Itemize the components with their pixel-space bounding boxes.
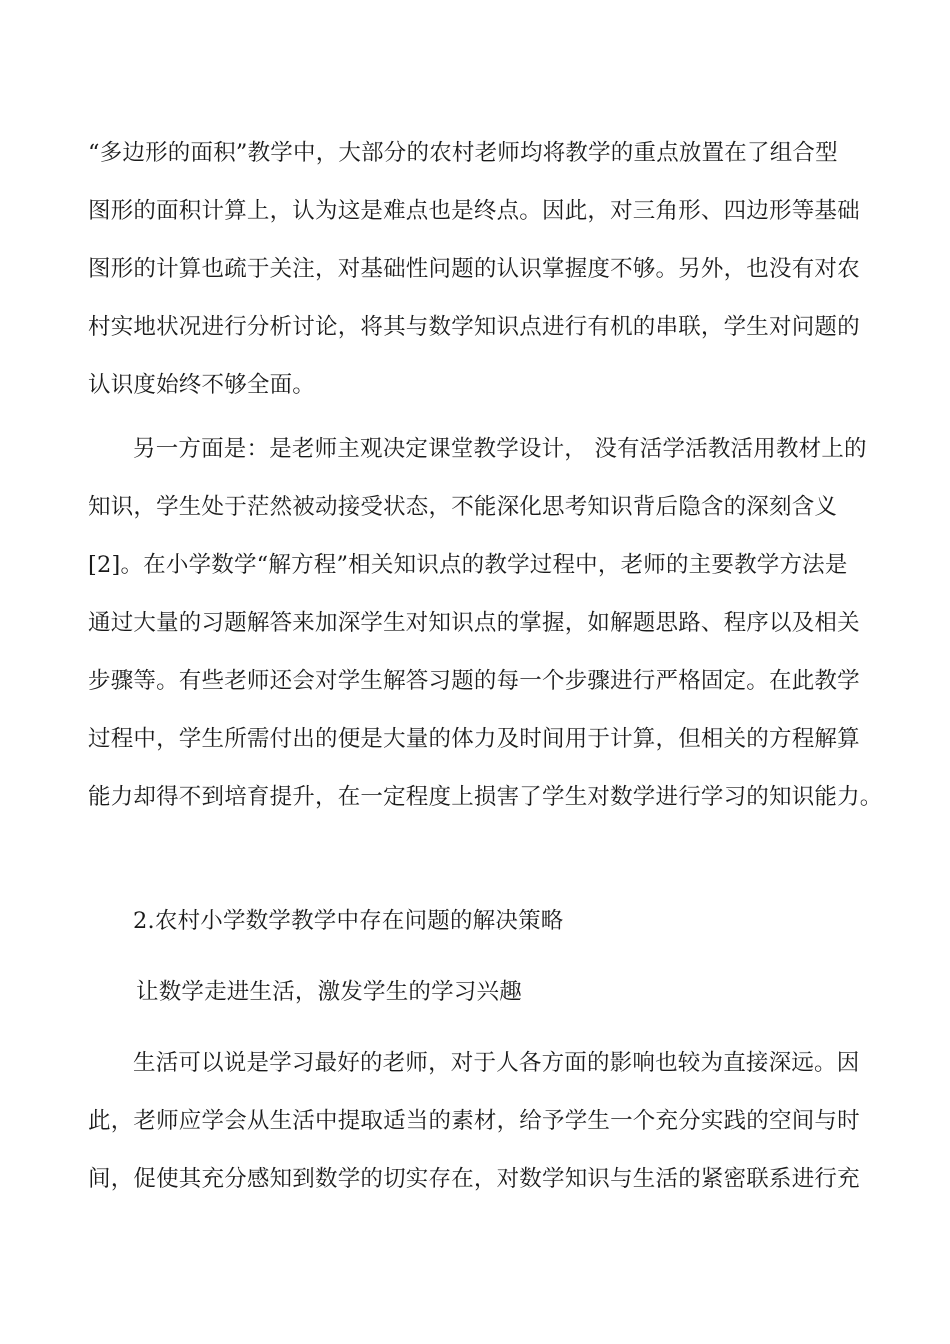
paragraph-1 [88,124,863,414]
section-heading-text: 2.农村小学数学教学中存在问题的解决策略 [133,908,564,934]
subheading [88,963,863,1021]
paragraph-2 [88,420,883,826]
paragraph-line: 图形的计算也疏于关注，对基础性问题的认识掌握度不够。另外，也没有对农 [88,256,860,282]
paragraph-line: “多边形的面积”教学中，大部分的农村老师均将教学的重点放置在了组合型 [88,140,838,166]
paragraph-line: 过程中，学生所需付出的便是大量的体力及时间用于计算，但相关的方程解算 [88,726,860,752]
paragraph-line: 此，老师应学会从生活中提取适当的素材，给予学生一个充分实践的空间与时 [88,1108,860,1134]
paragraph-line: 步骤等。有些老师还会对学生解答习题的每一个步骤进行严格固定。在此教学 [88,668,860,694]
paragraph-line: 认识度始终不够全面。 [88,372,316,398]
paragraph-line: 图形的面积计算上，认为这是难点也是终点。因此，对三角形、四边形等基础 [88,198,860,224]
paragraph-line: 村实地状况进行分析讨论，将其与数学知识点进行有机的串联，学生对问题的 [88,314,860,340]
paragraph-line: 间，促使其充分感知到数学的切实存在，对数学知识与生活的紧密联系进行充 [88,1166,860,1192]
section-heading [88,892,863,950]
paragraph-line: 能力却得不到培育提升，在一定程度上损害了学生对数学进行学习的知识能力。 [88,784,883,810]
subheading-text: 让数学走进生活，激发学生的学习兴趣 [136,979,522,1005]
paragraph-line: 知识，学生处于茫然被动接受状态，不能深化思考知识背后隐含的深刻含义 [88,494,838,520]
paragraph-line: 生活可以说是学习最好的老师，对于人各方面的影响也较为直接深远。因 [133,1050,860,1076]
paragraph-line: 另一方面是：是老师主观决定课堂教学设计， 没有活学活教活用教材上的 [133,436,867,462]
paragraph-line: 通过大量的习题解答来加深学生对知识点的掌握，如解题思路、程序以及相关 [88,610,860,636]
paragraph-line: [2]。在小学数学“解方程”相关知识点的教学过程中，老师的主要教学方法是 [88,552,848,578]
paragraph-3 [88,1034,863,1208]
